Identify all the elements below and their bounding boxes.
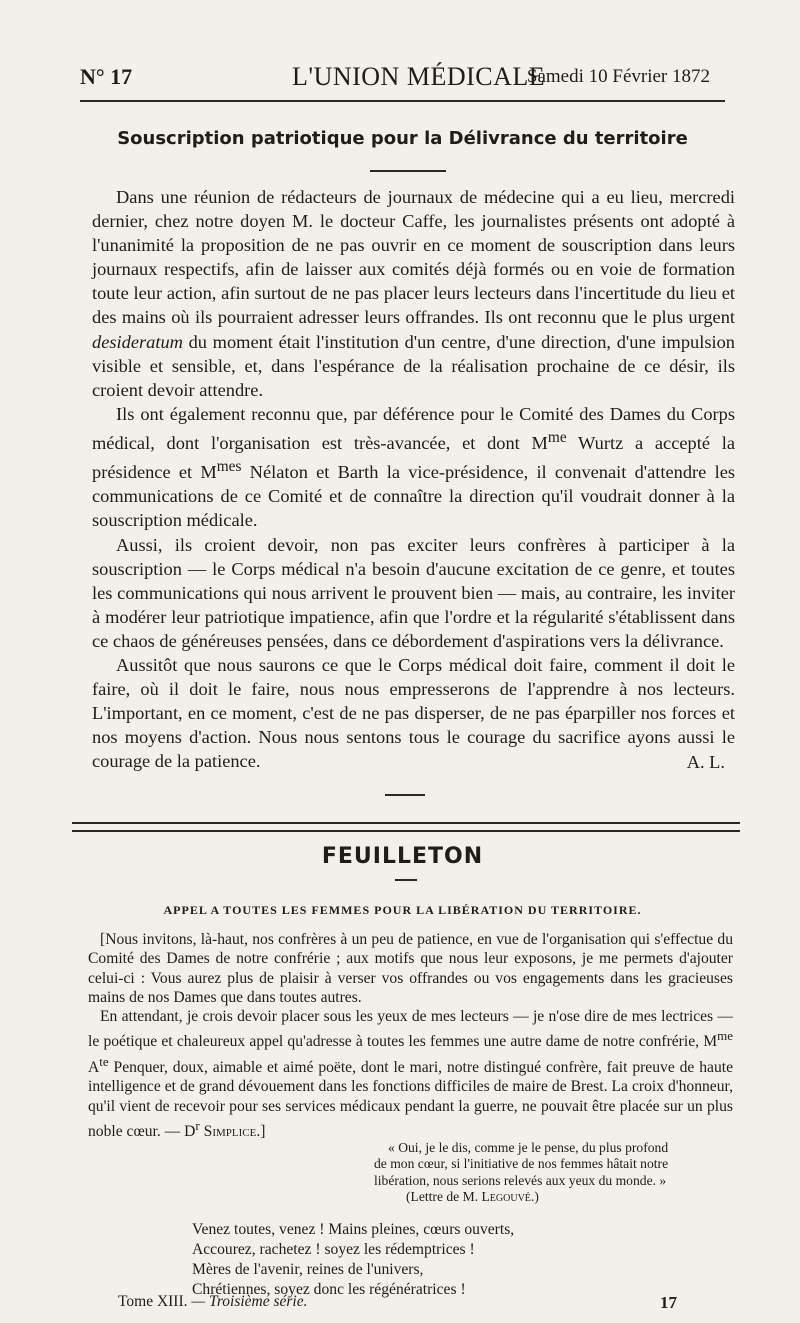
article-paragraph: Aussi, ils croient devoir, non pas exciter leurs confrères à participer à la souscription — le Corps médical n'a besoin d'aucune excitation de ce genre, et toutes les communications qui nous arrivent le prouvent bien — mais, au contraire, les inviter à modérer leur patriotique impatience, afin que l'ordre et la régularité s'établissent dans ce chaos de généreuses pensées, dans ce débordement d'aspirations vers la délivrance. [92, 534, 735, 651]
poem-line: Accourez, rachetez ! soyez les rédemptrices ! [192, 1241, 475, 1258]
feuilleton-rule [395, 879, 417, 881]
poem-line: Venez toutes, venez ! Mains pleines, cœurs ouverts, [192, 1221, 515, 1238]
poem-line: Mères de l'avenir, reines de l'univers, [192, 1261, 424, 1278]
feuilleton-paragraph: En attendant, je crois devoir placer sous les yeux de mes lecteurs — je n'ose dire de mes lectrices — le poétique et chaleureux appel qu'adresse à toutes les femmes une autre dame de notre confrérie, $M^{me}$ $A^{te}$ Penquer, doux, aimable et aimé poëte, dont le mari, notre distingué confrère, fait preuve de haute intelligence et de grand dévouement dans les fonctions difficiles de maire de Brest. La croix d'honneur, qu'il vient de recevoir pour ses services médicaux pendant la guerre, ne pouvait être placée sur un plus noble cœur. — $D^r$ Simplice.] [88, 1008, 733, 1141]
quote-attribution: (Lettre de M. Legouvé.) [406, 1188, 539, 1204]
emphasis: desideratum [92, 331, 183, 352]
poem [192, 1220, 514, 1300]
journal-title: L'UNION MÉDICALE [292, 62, 546, 91]
footer-page-number: 17 [660, 1293, 677, 1312]
quote-line: « Oui, je le dis, comme je le pense, du plus profond [388, 1140, 669, 1155]
feuilleton-paragraph: [Nous invitons, là-haut, nos confrères à un peu de patience, en vue de l'organisation qui s'effectue du Comité des Dames de notre confrérie ; aux motifs que nous leur exposons, je me permets d'ajouter celui-ci : Vous aurez plus de plaisir à verser vos offrandes ou vos engagements dans les gracieuses mains de nos Dames que dans toutes autres. [88, 931, 733, 1006]
article-body [92, 175, 735, 774]
article-title: Souscription patriotique pour la Délivrance du territoire [117, 128, 688, 149]
page-header [80, 64, 710, 94]
feuilleton-divider [72, 822, 740, 832]
title-rule [370, 170, 446, 172]
article-paragraph: Dans une réunion de rédacteurs de journaux de médecine qui a eu lieu, mercredi dernier, chez notre doyen M. le docteur Caffe, les journalistes présents ont adopté à l'unanimité la proposition de ne pas ouvrir en ce moment de souscription dans leurs journaux respectifs, afin de laisser aux comités déjà formés ou en voie de formation toute leur action, afin surtout de ne pas placer leurs lecteurs dans l'incertitude du lieu et des mains où ils pourraient adresser leurs offrandes. Ils ont reconnu que le plus urgent desideratum du moment était l'institution d'un centre, d'une direction, d'une impulsion visible et sensible, et, dans l'espérance de la réalisation prochaine de ce désir, ils croient devoir attendre. [92, 187, 735, 400]
article-signature: A. L. [686, 751, 725, 772]
feuilleton-heading: FEUILLETON [321, 844, 484, 869]
issue-number: N° 17 [80, 64, 133, 89]
epigraph-quote [374, 1140, 734, 1205]
footer-volume: Tome XIII. — Troisième série. [118, 1293, 308, 1310]
section-rule [385, 794, 425, 796]
article-paragraph: Aussitôt que nous saurons ce que le Corps médical doit faire, comment il doit le faire, où il doit le faire, nous nous empresserons de l'apprendre à nos lecteurs. L'important, en ce moment, c'est de ne pas disperser, de ne pas éparpiller nos forces et nos moyens d'action. Nous nous sentons tous le courage du sacrifice ayons aussi le courage de la patience. [92, 655, 735, 772]
header-rule [80, 100, 725, 102]
article-paragraph: Ils ont également reconnu que, par déférence pour le Comité des Dames du Corps médical, dont l'organisation est très-avancée, et dont $M^{me}$ Wurtz a accepté la présidence et $M^{mes}$ Nélaton et Barth la vice-présidence, il convenait d'attendre les communications de ce Comité et de connaître la direction qu'il voudrait donner à la souscription médicale. [92, 403, 736, 531]
poem-line: Chrétiennes, soyez donc les régénératrices ! [192, 1281, 466, 1298]
quote-line: de mon cœur, si l'initiative de nos femmes hâtait notre [374, 1156, 669, 1172]
issue-date: Samedi 10 Février 1872 [526, 66, 710, 87]
feuilleton-subtitle: APPEL A TOUTES LES FEMMES POUR LA LIBÉRATION DU TERRITOIRE. [163, 903, 642, 917]
quote-line: libération, nous serions relevés aux yeux du monde. » [374, 1172, 667, 1188]
feuilleton-body [88, 930, 733, 1142]
